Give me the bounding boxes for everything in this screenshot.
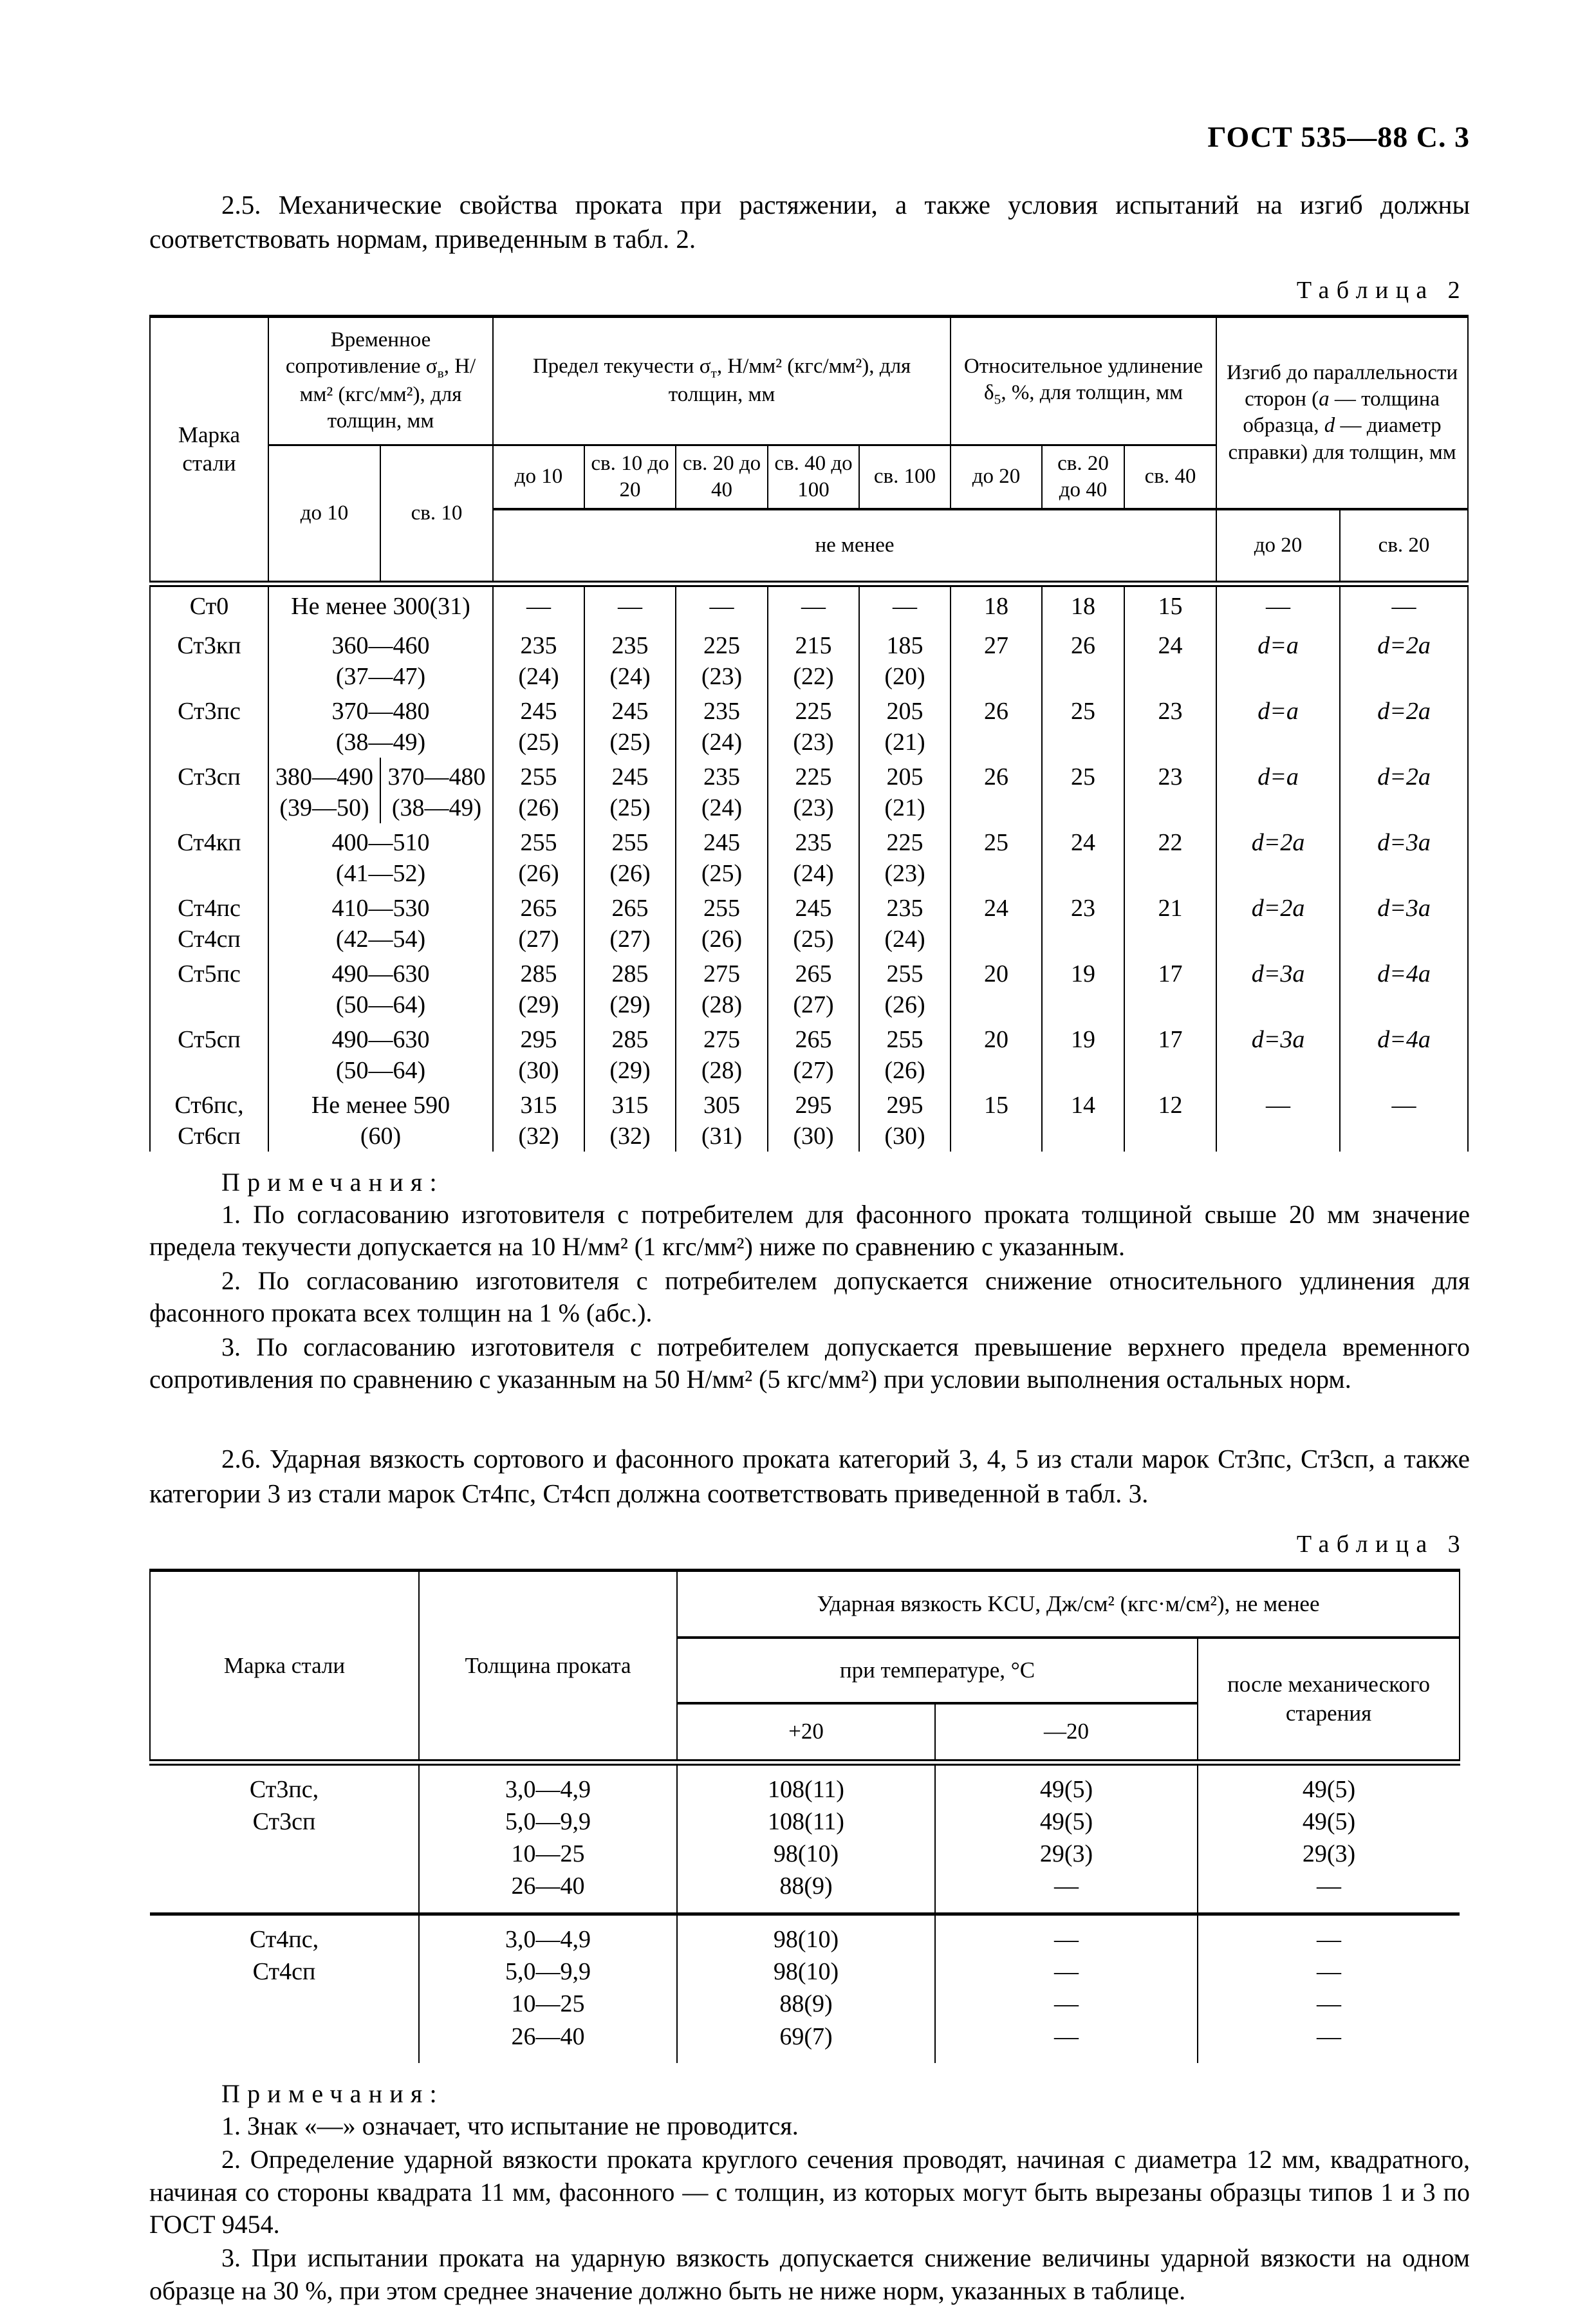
bend-value: d=3a [1340, 823, 1468, 889]
yield-value: — [493, 584, 584, 626]
yield-value: 255 (26) [584, 823, 676, 889]
elongation-value: 26 [1042, 626, 1124, 692]
note-item: 2. По согласованию изготовителя с потребителем допускается снижение относительного удлинения для фасонного проката всех толщин на 1 % (абс.). [149, 1266, 1470, 1328]
page-header: ГОСТ 535—88 С. 3 [1207, 120, 1470, 153]
table3-subheader-minus20: —20 [935, 1703, 1198, 1762]
tensile-sub: в [437, 365, 444, 381]
notes-title: Примечания: [221, 2078, 444, 2108]
tensile-label: Временное сопротивление σ [285, 328, 438, 378]
elongation-value: 19 [1042, 955, 1124, 1020]
table2-subheader: до 20 [951, 445, 1042, 509]
table2-notes [149, 1167, 1470, 1396]
yield-value: 205 (21) [859, 758, 951, 823]
table2-not-less: не менее [493, 509, 1216, 584]
bend-label: Изгиб до параллельности сторон ( [1226, 360, 1458, 411]
table-row [150, 889, 1468, 955]
elongation-value: 23 [1042, 889, 1124, 955]
bend-units: — диаметр справки) для толщин, мм [1228, 414, 1456, 464]
bend-var-a: a [1319, 388, 1330, 411]
elongation-value: 12 [1124, 1086, 1216, 1152]
yield-value: 245 (25) [584, 758, 676, 823]
yield-value: 225 (23) [768, 692, 859, 758]
steel-grade: Ст4пс, Ст4сп [150, 1914, 419, 2063]
bend-value: d=4a [1340, 955, 1468, 1020]
table2-subheader: до 20 [1216, 509, 1340, 584]
yield-value: 235 (24) [584, 626, 676, 692]
table-row [150, 955, 1468, 1020]
tensile-value: Не менее 300(31) [268, 584, 493, 626]
steel-grade: Ст3сп [150, 758, 268, 823]
kcu-aging-values: 49(5) 49(5) 29(3) — [1198, 1762, 1460, 1914]
bend-value: d=2a [1216, 889, 1340, 955]
tensile-units: , Н/мм² (кгс/мм²), для толщин, мм [299, 354, 476, 433]
note-item: 3. При испытании проката на ударную вязкость допускается снижение величины ударной вязкости на одном образце на 30 %, при этом среднее значение должно быть не ниже норм, указанных в таблице. [149, 2243, 1470, 2305]
table-row [150, 823, 1468, 889]
thickness-values: 3,0—4,9 5,0—9,9 10—25 26—40 [419, 1914, 677, 2063]
yield-value: — [768, 584, 859, 626]
yield-value: 245 (25) [768, 889, 859, 955]
steel-grade: Ст5пс [150, 955, 268, 1020]
table2-header-mark: Марка стали [150, 316, 268, 584]
yield-value: — [859, 584, 951, 626]
kcu-aging-values: — — — — [1198, 1914, 1460, 2063]
yield-value: 265 (27) [768, 955, 859, 1020]
yield-value: 265 (27) [768, 1020, 859, 1086]
kcu-minus20-values: 49(5) 49(5) 29(3) — [935, 1762, 1198, 1914]
notes-title: Примечания: [221, 1168, 444, 1197]
table2-header-tensile [268, 316, 493, 445]
yield-value: 215 (22) [768, 626, 859, 692]
tensile-value: 400—510 (41—52) [268, 823, 493, 889]
tensile-value: 410—530 (42—54) [268, 889, 493, 955]
table-row [150, 1086, 1468, 1152]
table-row [150, 758, 1468, 823]
yield-value: 205 (21) [859, 692, 951, 758]
elongation-value: 20 [951, 1020, 1042, 1086]
table3-subheader-plus20: +20 [677, 1703, 935, 1762]
elongation-value: 26 [951, 758, 1042, 823]
elongation-value: 25 [951, 823, 1042, 889]
yield-value: 245 (25) [584, 692, 676, 758]
table-row [150, 692, 1468, 758]
note-item: 2. Определение ударной вязкости проката круглого сечения проводят, начиная с диаметра 12 мм, квадратного, начиная со стороны квадрата 11 мм, фасонного — с толщин, из которых могут быть вырезаны образцы типов 1 и 3 по ГОСТ 9454. [149, 2145, 1470, 2239]
table3-header-aging: после механического старения [1198, 1638, 1460, 1762]
tensile-value: 490—630 (50—64) [268, 1020, 493, 1086]
kcu-plus20-values: 108(11) 108(11) 98(10) 88(9) [677, 1762, 935, 1914]
bend-value: d=3a [1340, 889, 1468, 955]
yield-value: 235 (24) [676, 692, 768, 758]
yield-value: 305 (31) [676, 1086, 768, 1152]
table2-subheader: до 10 [268, 445, 380, 584]
table2-subheader: св. 10 до 20 [584, 445, 676, 509]
tensile-value: Не менее 590 (60) [268, 1086, 493, 1152]
yield-value: 235 (24) [859, 889, 951, 955]
steel-grade: Ст4пс Ст4сп [150, 889, 268, 955]
note-item: 1. Знак «—» означает, что испытание не проводится. [221, 2111, 799, 2140]
elongation-value: 18 [1042, 584, 1124, 626]
table2-subheader: св. 40 [1124, 445, 1216, 509]
steel-grade: Ст3пс [150, 692, 268, 758]
steel-grade: Ст3пс, Ст3сп [150, 1762, 419, 1914]
page-content [149, 188, 1470, 2307]
yield-value: 255 (26) [493, 823, 584, 889]
table2-header-yield [493, 316, 951, 445]
bend-value: — [1216, 584, 1340, 626]
elongation-value: 22 [1124, 823, 1216, 889]
table2-subheader: св. 20 до 40 [676, 445, 768, 509]
yield-value: 285 (29) [584, 1020, 676, 1086]
elongation-value: 15 [951, 1086, 1042, 1152]
tensile-value: 380—490 (39—50) [268, 758, 380, 823]
yield-value: — [676, 584, 768, 626]
elongation-value: 24 [1042, 823, 1124, 889]
yield-value: 255 (26) [859, 955, 951, 1020]
bend-var-d: d [1324, 414, 1335, 438]
yield-value: 315 (32) [493, 1086, 584, 1152]
table2-subheader: св. 20 [1340, 509, 1468, 584]
tensile-value: 370—480 (38—49) [268, 692, 493, 758]
yield-value: 255 (26) [859, 1020, 951, 1086]
yield-label: Предел текучести σ [532, 354, 711, 378]
table-row [150, 1914, 1460, 2063]
yield-value: 315 (32) [584, 1086, 676, 1152]
note-item: 1. По согласованию изготовителя с потребителем для фасонного проката толщиной свыше 20 мм значение предела текучести допускается на 10 Н/мм² (1 кгс/мм²) ниже по сравнению с указанным. [149, 1200, 1470, 1262]
table2-subheader: св. 40 до 100 [768, 445, 859, 509]
table2-subheader: до 10 [493, 445, 584, 509]
tensile-value: 360—460 (37—47) [268, 626, 493, 692]
table2-subheader: св. 20 до 40 [1042, 445, 1124, 509]
elongation-value: 20 [951, 955, 1042, 1020]
bend-value: d=3a [1216, 1020, 1340, 1086]
yield-value: 265 (27) [493, 889, 584, 955]
steel-grade: Ст3кп [150, 626, 268, 692]
elongation-value: 23 [1124, 692, 1216, 758]
table3-notes [149, 2078, 1470, 2307]
bend-value: d=2a [1216, 823, 1340, 889]
steel-grade: Ст6пс, Ст6сп [150, 1086, 268, 1152]
elongation-value: 17 [1124, 1020, 1216, 1086]
table3-header-kcu: Ударная вязкость KCU, Дж/см² (кгс·м/см²), не менее [677, 1571, 1460, 1638]
yield-value: 235 (24) [493, 626, 584, 692]
elongation-value: 17 [1124, 955, 1216, 1020]
table3-header-thickness: Толщина проката [419, 1571, 677, 1762]
bend-value: — [1340, 584, 1468, 626]
yield-value: 225 (23) [676, 626, 768, 692]
elongation-units: , %, для толщин, мм [1001, 381, 1183, 405]
bend-value: d=2a [1340, 626, 1468, 692]
elongation-value: 14 [1042, 1086, 1124, 1152]
steel-grade: Ст5сп [150, 1020, 268, 1086]
bend-value: d=2a [1340, 758, 1468, 823]
yield-value: 295 (30) [768, 1086, 859, 1152]
yield-value: 185 (20) [859, 626, 951, 692]
yield-value: — [584, 584, 676, 626]
table3-header-mark: Марка стали [150, 1571, 419, 1762]
elongation-value: 25 [1042, 692, 1124, 758]
tensile-value: 490—630 (50—64) [268, 955, 493, 1020]
kcu-minus20-values: — — — — [935, 1914, 1198, 2063]
elongation-value: 23 [1124, 758, 1216, 823]
elongation-value: 27 [951, 626, 1042, 692]
thickness-values: 3,0—4,9 5,0—9,9 10—25 26—40 [419, 1762, 677, 1914]
note-item: 3. По согласованию изготовителя с потребителем допускается превышение верхнего предела временного сопротивления по сравнению с указанным на 50 Н/мм² (5 кгс/мм²) при условии выполнения остальных норм. [149, 1332, 1470, 1394]
bend-value: d=a [1216, 758, 1340, 823]
table2-header-bend [1216, 316, 1468, 509]
bend-value: — [1216, 1086, 1340, 1152]
table2 [149, 315, 1469, 1152]
table2-label: Таблица 2 [1296, 276, 1467, 304]
yield-value: 255 (26) [493, 758, 584, 823]
yield-value: 235 (24) [768, 823, 859, 889]
yield-value: 285 (29) [584, 955, 676, 1020]
table2-subheader: св. 10 [380, 445, 493, 584]
table-row [150, 1020, 1468, 1086]
bend-value: d=a [1216, 626, 1340, 692]
yield-value: 285 (29) [493, 955, 584, 1020]
table-row [150, 626, 1468, 692]
yield-value: 245 (25) [493, 692, 584, 758]
elongation-value: 24 [1124, 626, 1216, 692]
elongation-sub: 5 [994, 391, 1001, 407]
elongation-value: 25 [1042, 758, 1124, 823]
kcu-plus20-values: 98(10) 98(10) 88(9) 69(7) [677, 1914, 935, 2063]
bend-value: — [1340, 1086, 1468, 1152]
bend-value: d=3a [1216, 955, 1340, 1020]
yield-value: 225 (23) [859, 823, 951, 889]
bend-value: d=4a [1340, 1020, 1468, 1086]
yield-value: 275 (28) [676, 1020, 768, 1086]
yield-value: 275 (28) [676, 955, 768, 1020]
elongation-value: 15 [1124, 584, 1216, 626]
yield-value: 245 (25) [676, 823, 768, 889]
elongation-value: 24 [951, 889, 1042, 955]
table2-header-elongation [951, 316, 1216, 445]
elongation-value: 18 [951, 584, 1042, 626]
tensile-value: 370—480 (38—49) [380, 758, 493, 823]
bend-value: d=2a [1340, 692, 1468, 758]
steel-grade: Ст4кп [150, 823, 268, 889]
yield-value: 235 (24) [676, 758, 768, 823]
table2-subheader: св. 100 [859, 445, 951, 509]
elongation-value: 21 [1124, 889, 1216, 955]
bend-mid: — толщина образца, [1243, 388, 1440, 438]
elongation-label: Относительное удлинение δ [963, 354, 1203, 405]
yield-value: 225 (23) [768, 758, 859, 823]
steel-grade: Ст0 [150, 584, 268, 626]
yield-units: , Н/мм² (кгс/мм²), для толщин, мм [668, 354, 911, 407]
elongation-value: 19 [1042, 1020, 1124, 1086]
table3 [149, 1569, 1460, 2063]
table-row [150, 1762, 1460, 1914]
yield-value: 295 (30) [493, 1020, 584, 1086]
yield-value: 295 (30) [859, 1086, 951, 1152]
table-row [150, 584, 1468, 626]
para-2-6: 2.6. Ударная вязкость сортового и фасонного проката категорий 3, 4, 5 из стали марок Ст3пс, Ст3сп, а также категории 3 из стали марок Ст4пс, Ст4сп должна соответствовать приведенной в табл. 3. [149, 1444, 1470, 1508]
table3-header-temperature: при температуре, °С [677, 1638, 1198, 1703]
yield-value: 255 (26) [676, 889, 768, 955]
elongation-value: 26 [951, 692, 1042, 758]
yield-sub: т [710, 365, 717, 381]
yield-value: 265 (27) [584, 889, 676, 955]
bend-value: d=a [1216, 692, 1340, 758]
para-2-5: 2.5. Механические свойства проката при растяжении, а также условия испытаний на изгиб должны соответствовать нормам, приведенным в табл. 2. [149, 190, 1470, 254]
table3-label: Таблица 3 [1296, 1531, 1467, 1558]
